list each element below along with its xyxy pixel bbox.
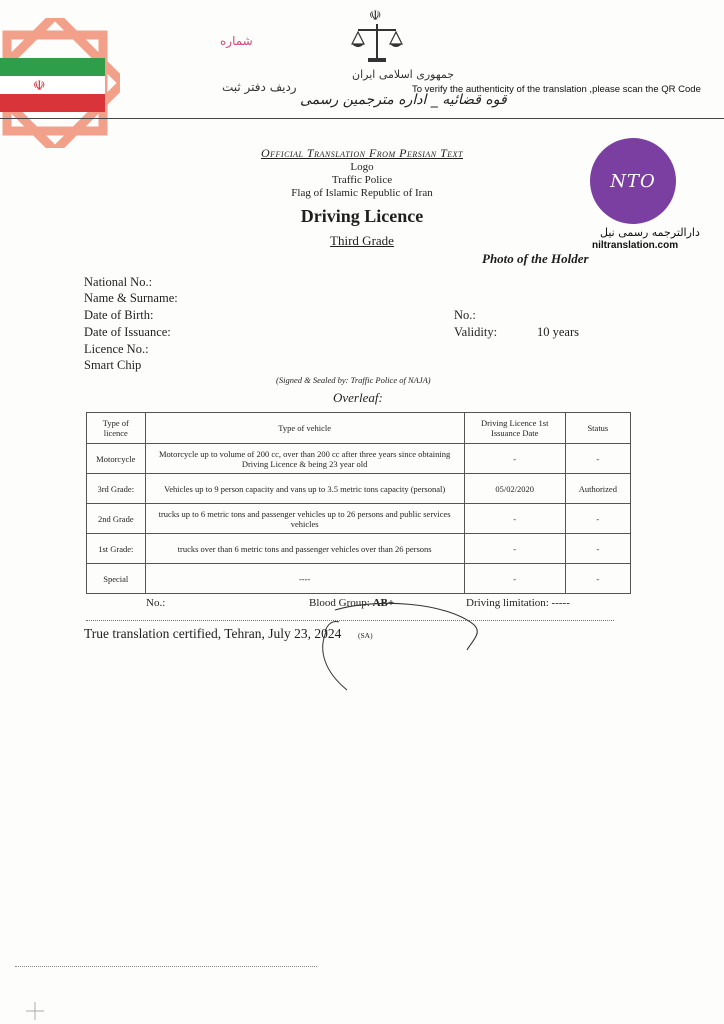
table-cell: - <box>464 534 565 564</box>
table-cell: - <box>464 504 565 534</box>
table-header: Driving Licence 1st Issuance Date <box>464 413 565 444</box>
header-divider <box>0 118 724 119</box>
blood-group-label: Blood Group: <box>309 597 370 609</box>
driving-limitation: Driving limitation: ----- <box>466 597 570 609</box>
scales-emblem-icon <box>348 6 406 66</box>
iran-flag-star-stamp <box>0 18 120 148</box>
republic-persian-text: جمهوری اسلامی ایران <box>352 68 455 81</box>
table-row <box>87 504 631 534</box>
licence-categories-table <box>86 412 631 594</box>
table-cell: Motorcycle <box>87 444 146 474</box>
table-row <box>87 534 631 564</box>
crop-mark-icon <box>26 1002 44 1020</box>
page-title: Driving Licence <box>300 206 424 226</box>
logo-line: Logo <box>350 161 374 173</box>
table-cell: - <box>464 444 565 474</box>
table-header: Type of vehicle <box>145 413 464 444</box>
official-translation-heading: Official Translation From Persian Text <box>260 146 464 160</box>
logo-persian-name: دارالترجمه رسمی نیل <box>600 226 700 239</box>
table-cell: trucks up to 6 metric tons and passenger vehicles up to 26 persons and public services vehicles <box>145 504 464 534</box>
table-cell: trucks over than 6 metric tons and passenger vehicles over than 26 persons <box>145 534 464 564</box>
table-cell: Motorcycle up to volume of 200 cc, over than 200 cc after three years since obtaining Driving Licence & being 23 year old <box>145 444 464 474</box>
qr-verify-note: To verify the authenticity of the translation ,please scan the QR Code <box>412 84 701 95</box>
blood-group-value: AB+ <box>372 597 395 609</box>
table-cell: - <box>565 534 630 564</box>
validity-value: 10 years <box>537 325 579 339</box>
judiciary-office-persian-text: قوه قضائیه _ اداره مترجمین رسمی <box>300 92 507 108</box>
table-row <box>87 474 631 504</box>
date-of-birth-label: Date of Birth: <box>84 308 154 322</box>
table-cell: 2nd Grade <box>87 504 146 534</box>
svg-text:☫: ☫ <box>33 78 46 94</box>
table-header: Type of licence <box>87 413 146 444</box>
table-cell: 05/02/2020 <box>464 474 565 504</box>
date-of-issuance-label: Date of Issuance: <box>84 325 171 339</box>
bottom-no-label: No.: <box>146 597 166 609</box>
overleaf-heading: Overleaf: <box>333 390 383 405</box>
svg-text:☫: ☫ <box>369 8 382 24</box>
table-cell: 1st Grade: <box>87 534 146 564</box>
national-no-label: National No.: <box>84 275 153 289</box>
logo-mark: NTO <box>610 170 656 192</box>
table-cell: - <box>565 504 630 534</box>
table-cell: ---- <box>145 564 464 594</box>
table-header: Status <box>565 413 630 444</box>
table-cell: 3rd Grade: <box>87 474 146 504</box>
signed-sealed-note: (Signed & Sealed by: Traffic Police of NAJA) <box>276 375 431 385</box>
table-row <box>87 444 631 474</box>
number-persian-label: شماره <box>220 34 253 48</box>
table-cell: - <box>565 564 630 594</box>
table-cell: Special <box>87 564 146 594</box>
translator-signature <box>315 600 485 695</box>
photo-holder-label: Photo of the Holder <box>482 251 589 266</box>
logo-website: niltranslation.com <box>592 240 679 251</box>
certification-statement: True translation certified, Tehran, July 23, 2024 <box>84 626 342 641</box>
sa-mark: (SA) <box>358 631 373 640</box>
table-header-row <box>87 413 631 444</box>
register-row-persian-label: ردیف دفتر ثبت <box>222 80 297 94</box>
licence-no-label: Licence No.: <box>84 342 149 356</box>
smart-chip-label: Smart Chip <box>84 358 142 372</box>
table-cell: Authorized <box>565 474 630 504</box>
footer-dotted-line <box>15 966 317 967</box>
no-label: No.: <box>454 308 476 322</box>
table-cell: - <box>464 564 565 594</box>
validity-label: Validity: <box>454 325 498 339</box>
table-cell: - <box>565 444 630 474</box>
licence-grade: Third Grade <box>330 233 394 248</box>
traffic-police-line: Traffic Police <box>331 174 393 186</box>
flag-line: Flag of Islamic Republic of Iran <box>291 187 433 199</box>
table-row <box>87 564 631 594</box>
name-surname-label: Name & Surname: <box>84 291 178 305</box>
table-cell: Vehicles up to 9 person capacity and vans up to 3.5 metric tons capacity (personal) <box>145 474 464 504</box>
